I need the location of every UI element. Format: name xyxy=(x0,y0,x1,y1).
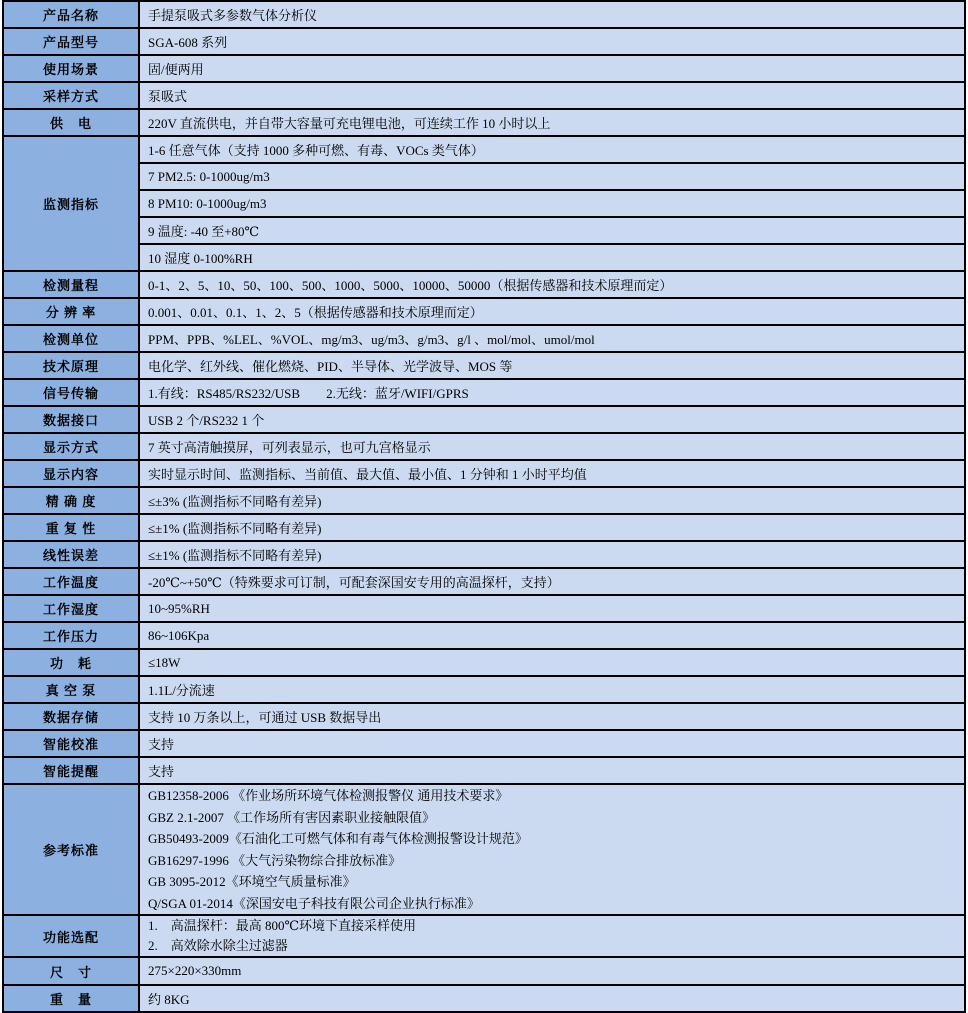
row-accuracy xyxy=(3,487,965,514)
row-working-humidity xyxy=(3,595,965,622)
standard-line-1: GB12358-2006 《作业场所环境气体检测报警仪 通用技术要求》 xyxy=(148,788,509,803)
value-sampling-method: 泵吸式 xyxy=(139,82,965,109)
row-technical-principle xyxy=(3,352,965,379)
label-smart-reminder: 智能提醒 xyxy=(3,757,139,784)
value-display-content: 实时显示时间、监测指标、当前值、最大值、最小值、1 分钟和 1 小时平均值 xyxy=(139,460,965,487)
value-product-model: SGA-608 系列 xyxy=(139,28,965,55)
label-working-temperature: 工作温度 xyxy=(3,568,139,595)
row-data-interface xyxy=(3,406,965,433)
row-product-model xyxy=(3,28,965,55)
row-vacuum-pump xyxy=(3,676,965,703)
row-detection-unit xyxy=(3,325,965,352)
value-monitoring-indicator-1: 1-6 任意气体（支持 1000 多种可燃、有毒、VOCs 类气体） xyxy=(139,136,965,163)
option-line-1: 1. 高温探杆：最高 800℃环境下直接采样使用 xyxy=(148,918,417,933)
row-monitoring-indicator-4 xyxy=(3,217,965,244)
value-repeatability: ≤±1% (监测指标不同略有差异) xyxy=(139,514,965,541)
label-product-model: 产品型号 xyxy=(3,28,139,55)
row-display-content xyxy=(3,460,965,487)
value-power-consumption: ≤18W xyxy=(139,649,965,676)
value-smart-calibration: 支持 xyxy=(139,730,965,757)
label-signal-transmission: 信号传输 xyxy=(3,379,139,406)
row-detection-range xyxy=(3,271,965,298)
label-optional-features: 功能选配 xyxy=(3,915,139,957)
value-product-name: 手提泵吸式多参数气体分析仪 xyxy=(139,1,965,28)
standard-line-4: GB16297-1996 《大气污染物综合排放标准》 xyxy=(148,852,402,868)
row-smart-reminder xyxy=(3,757,965,784)
standard-line-2: GBZ 2.1-2007 《工作场所有害因素职业接触限值》 xyxy=(148,809,436,825)
value-working-humidity: 10~95%RH xyxy=(139,595,965,622)
label-display-mode: 显示方式 xyxy=(3,433,139,460)
row-working-temperature xyxy=(3,568,965,595)
value-monitoring-indicator-3: 8 PM10: 0-1000ug/m3 xyxy=(139,190,965,217)
value-power-supply: 220V 直流供电，并自带大容量可充电锂电池，可连续工作 10 小时以上 xyxy=(139,109,965,136)
label-sampling-method: 采样方式 xyxy=(3,82,139,109)
row-display-mode xyxy=(3,433,965,460)
row-weight xyxy=(3,985,965,1012)
value-weight: 约 8KG xyxy=(139,985,965,1012)
label-power-consumption: 功 耗 xyxy=(3,649,139,676)
standard-line-3: GB50493-2009《石油化工可燃气体和有毒气体检测报警设计规范》 xyxy=(148,831,528,846)
option-line-2: 2. 高效除水除尘过滤器 xyxy=(148,938,288,953)
product-spec-table xyxy=(2,0,966,1013)
label-usage-scenario: 使用场景 xyxy=(3,55,139,82)
value-technical-principle: 电化学、红外线、催化燃烧、PID、半导体、光学波导、MOS 等 xyxy=(139,352,965,379)
label-data-storage: 数据存储 xyxy=(3,703,139,730)
standard-line-5: GB 3095-2012《环境空气质量标准》 xyxy=(148,874,356,889)
label-power-supply: 供 电 xyxy=(3,109,139,136)
value-usage-scenario: 固/便两用 xyxy=(139,55,965,82)
standard-line-6: Q/SGA 01-2014《深国安电子科技有限公司企业执行标准》 xyxy=(148,895,480,911)
row-signal-transmission xyxy=(3,379,965,406)
row-monitoring-indicator-2 xyxy=(3,163,965,190)
value-accuracy: ≤±3% (监测指标不同略有差异) xyxy=(139,487,965,514)
row-data-storage xyxy=(3,703,965,730)
value-monitoring-indicator-2: 7 PM2.5: 0-1000ug/m3 xyxy=(139,163,965,190)
value-signal-transmission: 1.有线：RS485/RS232/USB 2.无线：蓝牙/WIFI/GPRS xyxy=(139,379,965,406)
value-monitoring-indicator-4: 9 温度: -40 至+80℃ xyxy=(139,217,965,244)
value-monitoring-indicator-5: 10 湿度 0-100%RH xyxy=(139,244,965,271)
row-power-consumption xyxy=(3,649,965,676)
row-usage-scenario xyxy=(3,55,965,82)
row-power-supply xyxy=(3,109,965,136)
label-resolution: 分 辨 率 xyxy=(3,298,139,325)
value-optional-features xyxy=(139,915,965,957)
row-product-name xyxy=(3,1,965,28)
value-data-interface: USB 2 个/RS232 1 个 xyxy=(139,406,965,433)
label-data-interface: 数据接口 xyxy=(3,406,139,433)
label-smart-calibration: 智能校准 xyxy=(3,730,139,757)
value-dimensions: 275×220×330mm xyxy=(139,957,965,985)
value-working-temperature: -20℃~+50℃（特殊要求可订制，可配套深国安专用的高温探杆，支持） xyxy=(139,568,965,595)
row-reference-standards xyxy=(3,784,965,915)
value-working-pressure: 86~106Kpa xyxy=(139,622,965,649)
row-monitoring-indicator-5 xyxy=(3,244,965,271)
label-working-humidity: 工作湿度 xyxy=(3,595,139,622)
label-working-pressure: 工作压力 xyxy=(3,622,139,649)
label-accuracy: 精 确 度 xyxy=(3,487,139,514)
value-reference-standards xyxy=(139,784,965,915)
label-detection-range: 检测量程 xyxy=(3,271,139,298)
label-vacuum-pump: 真 空 泵 xyxy=(3,676,139,703)
value-smart-reminder: 支持 xyxy=(139,757,965,784)
value-data-storage: 支持 10 万条以上，可通过 USB 数据导出 xyxy=(139,703,965,730)
value-detection-unit: PPM、PPB、%LEL、%VOL、mg/m3、ug/m3、g/m3、g/l 、mol/mol、umol/mol xyxy=(139,325,965,352)
value-display-mode: 7 英寸高清触摸屏，可列表显示，也可九宫格显示 xyxy=(139,433,965,460)
label-weight: 重 量 xyxy=(3,985,139,1012)
label-product-name: 产品名称 xyxy=(3,1,139,28)
label-reference-standards: 参考标准 xyxy=(3,784,139,915)
label-monitoring-indicators: 监测指标 xyxy=(3,136,139,271)
value-detection-range: 0-1、2、5、10、50、100、500、1000、5000、10000、50000（根据传感器和技术原理而定） xyxy=(139,271,965,298)
label-repeatability: 重 复 性 xyxy=(3,514,139,541)
label-detection-unit: 检测单位 xyxy=(3,325,139,352)
value-vacuum-pump: 1.1L/分流速 xyxy=(139,676,965,703)
label-display-content: 显示内容 xyxy=(3,460,139,487)
row-repeatability xyxy=(3,514,965,541)
row-monitoring-indicator-3 xyxy=(3,190,965,217)
row-sampling-method xyxy=(3,82,965,109)
label-linearity-error: 线性误差 xyxy=(3,541,139,568)
value-linearity-error: ≤±1% (监测指标不同略有差异) xyxy=(139,541,965,568)
value-resolution: 0.001、0.01、0.1、1、2、5（根据传感器和技术原理而定） xyxy=(139,298,965,325)
row-dimensions xyxy=(3,957,965,985)
row-resolution xyxy=(3,298,965,325)
row-linearity-error xyxy=(3,541,965,568)
row-optional-features xyxy=(3,915,965,957)
row-monitoring-indicators xyxy=(3,136,965,163)
label-dimensions: 尺 寸 xyxy=(3,957,139,985)
row-smart-calibration xyxy=(3,730,965,757)
label-technical-principle: 技术原理 xyxy=(3,352,139,379)
row-working-pressure xyxy=(3,622,965,649)
